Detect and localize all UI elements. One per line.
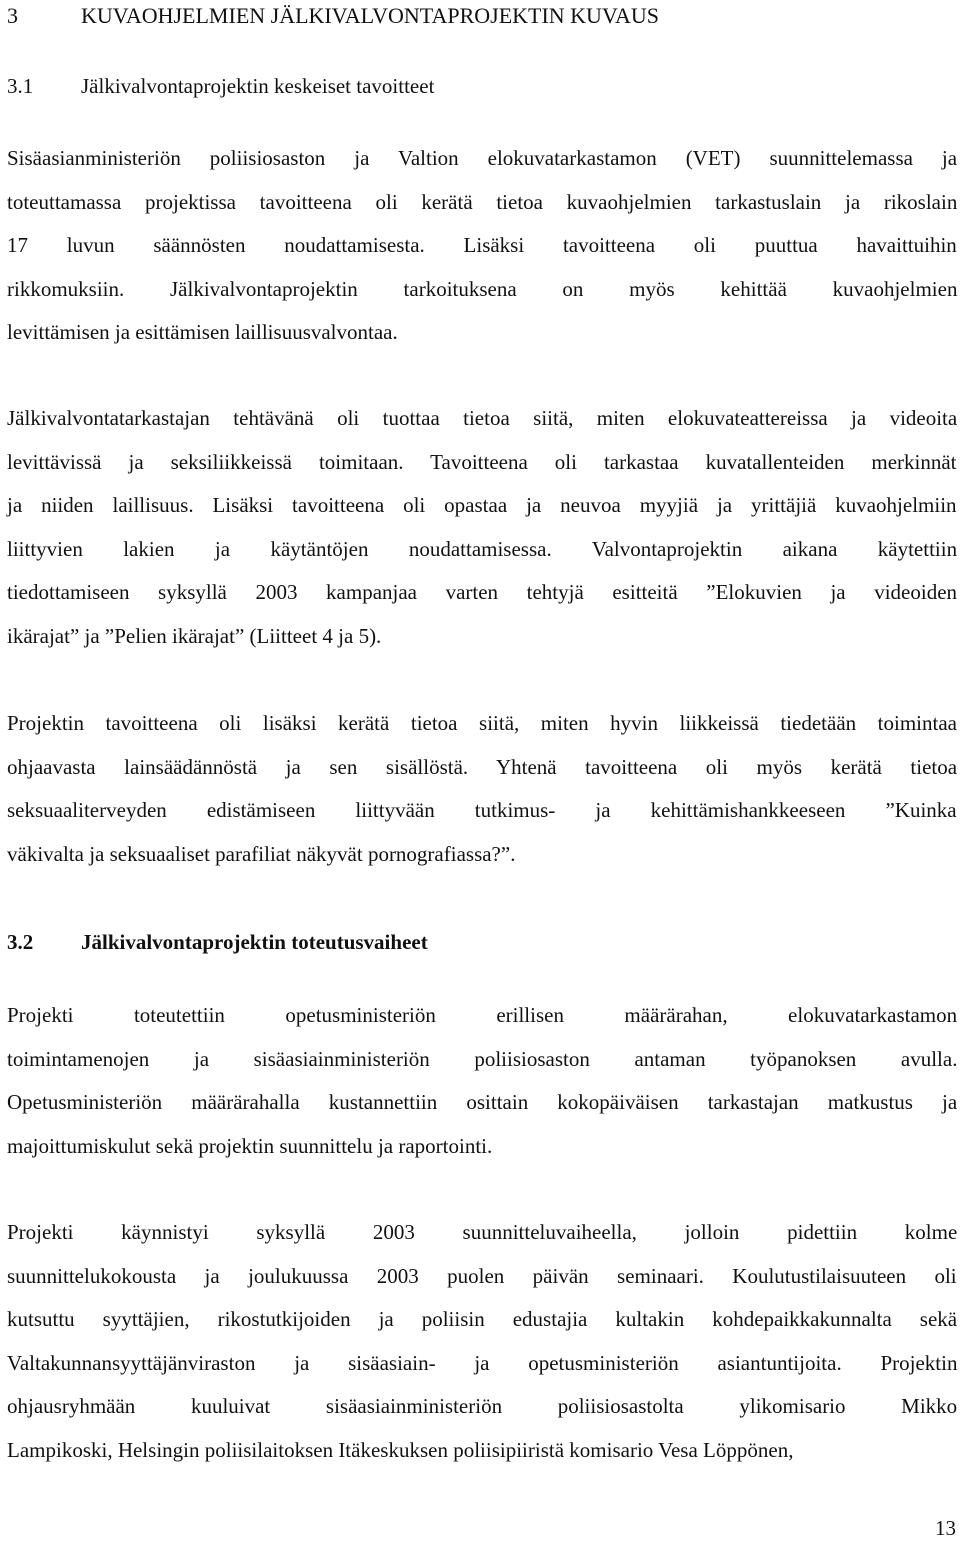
paragraph-line: rikkomuksiin. Jälkivalvontaprojektin tarkoituksena on myös kehittää kuvaohjelmien bbox=[7, 276, 958, 301]
paragraph-1 bbox=[7, 137, 957, 355]
chapter-heading bbox=[7, 3, 659, 29]
paragraph-2 bbox=[7, 397, 957, 658]
paragraph-line: Sisäasianministeriön poliisiosaston ja Valtion elokuvatarkastamon (VET) suunnittelemassa ja bbox=[7, 146, 958, 170]
paragraph-line: suunnittelukokousta ja joulukuussa 2003 puolen päivän seminaari. Koulutustilaisuuteen oli bbox=[7, 1263, 957, 1288]
paragraph-4 bbox=[7, 994, 957, 1168]
paragraph-line: levittämisen ja esittämisen laillisuusvalvontaa. bbox=[7, 320, 398, 344]
paragraph-line: Valtakunnansyyttäjänviraston ja sisäasiain- ja opetusministeriön asiantuntijoita. Projektin bbox=[7, 1350, 958, 1375]
section-title: Jälkivalvontaprojektin keskeiset tavoitteet bbox=[81, 74, 435, 98]
paragraph-line: ohjaavasta lainsäädännöstä ja sen sisällöstä. Yhtenä tavoitteena oli myös kerätä tietoa bbox=[7, 754, 958, 779]
paragraph-line: toteuttamassa projektissa tavoitteena oli kerätä tietoa kuvaohjelmien tarkastuslain ja rikoslain bbox=[7, 189, 958, 214]
paragraph-line: 17 luvun säännösten noudattamisesta. Lisäksi tavoitteena oli puuttua havaittuihin bbox=[7, 233, 957, 257]
chapter-number: 3 bbox=[7, 3, 18, 28]
chapter-title: KUVAOHJELMIEN JÄLKIVALVONTAPROJEKTIN KUVAUS bbox=[81, 3, 660, 28]
paragraph-line: Projektin tavoitteena oli lisäksi kerätä tietoa siitä, miten hyvin liikkeissä tiedetään toimintaa bbox=[7, 711, 957, 735]
paragraph-line: majoittumiskulut sekä projektin suunnittelu ja raportointi. bbox=[7, 1133, 493, 1158]
paragraph-line: Projekti toteutettiin opetusministeriön erillisen määrärahan, elokuvatarkastamon bbox=[7, 1003, 958, 1027]
paragraph-line: seksuaaliterveyden edistämiseen liittyvään tutkimus- ja kehittämishankkeeseen ”Kuinka bbox=[7, 798, 957, 822]
paragraph-line: ohjausryhmään kuuluivat sisäasiainministeriön poliisiosastolta ylikomisario Mikko bbox=[7, 1394, 958, 1418]
paragraph-line: tiedottamiseen syksyllä 2003 kampanjaa varten tehtyjä esitteitä ”Elokuvien ja videoiden bbox=[7, 580, 958, 604]
paragraph-line: Jälkivalvontatarkastajan tehtävänä oli tuottaa tietoa siitä, miten elokuvateattereissa ja videoita bbox=[7, 406, 958, 430]
section-title: Jälkivalvontaprojektin toteutusvaiheet bbox=[81, 930, 428, 954]
section-number: 3.2 bbox=[7, 930, 34, 954]
paragraph-line: kutsuttu syyttäjien, rikostutkijoiden ja poliisin edustajia kultakin kohdepaikkakunnalta sekä bbox=[7, 1307, 958, 1331]
paragraph-line: Opetusministeriön määrärahalla kustannettiin osittain kokopäiväisen tarkastajan matkustus ja bbox=[7, 1090, 958, 1114]
paragraph-line: toimintamenojen ja sisäasiainministeriön poliisiosaston antaman työpanoksen avulla. bbox=[7, 1046, 958, 1071]
page-number: 13 bbox=[935, 1516, 956, 1540]
paragraph-line: väkivalta ja seksuaaliset parafiliat näkyvät pornografiassa?”. bbox=[7, 841, 516, 866]
section-number: 3.1 bbox=[7, 74, 34, 98]
section-heading-3-1 bbox=[7, 74, 434, 99]
paragraph-line: Lampikoski, Helsingin poliisilaitoksen Itäkeskuksen poliisipiiristä komisario Vesa Löppönen, bbox=[7, 1437, 794, 1462]
paragraph-line: ikärajat” ja ”Pelien ikärajat” (Liitteet 4 ja 5). bbox=[7, 623, 382, 648]
paragraph-line: Projekti käynnistyi syksyllä 2003 suunnitteluvaiheella, jolloin pidettiin kolme bbox=[7, 1220, 958, 1244]
paragraph-line: ja niiden laillisuus. Lisäksi tavoitteena oli opastaa ja neuvoa myyjiä ja yrittäjiä kuvaohjelmiin bbox=[7, 493, 957, 517]
paragraph-line: liittyvien lakien ja käytäntöjen noudattamisessa. Valvontaprojektin aikana käytettiin bbox=[7, 536, 958, 561]
section-heading-3-2 bbox=[7, 930, 428, 955]
paragraph-3 bbox=[7, 702, 957, 876]
paragraph-line: levittävissä ja seksiliikkeissä toimitaan. Tavoitteena oli tarkastaa kuvatallenteiden merkinnät bbox=[7, 449, 957, 474]
paragraph-5 bbox=[7, 1211, 957, 1472]
